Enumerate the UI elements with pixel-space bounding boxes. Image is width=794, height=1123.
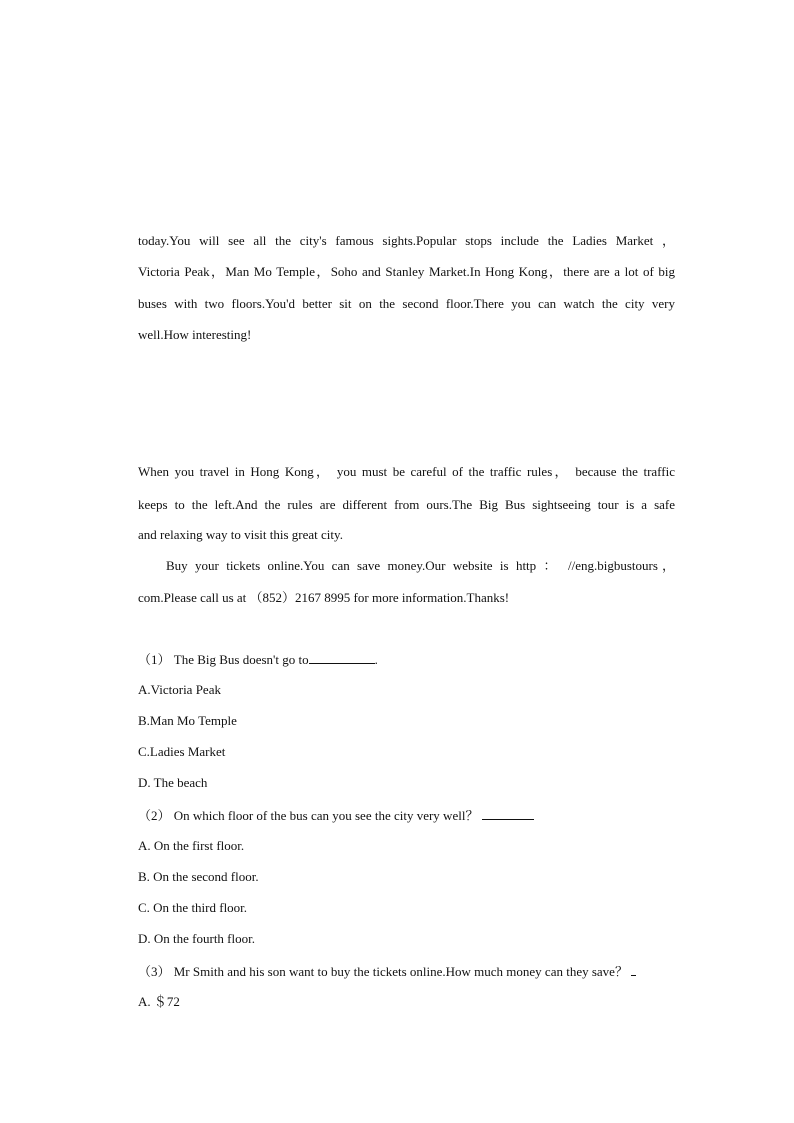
passage-line: Buy your tickets online.You can save money.Our website is http ： //eng.bigbustours， — [166, 558, 675, 573]
answer-option[interactable]: D. The beach — [138, 775, 208, 790]
question-text: （3） Mr Smith and his son want to buy the tickets online.How much money can they save？ — [138, 964, 632, 979]
answer-option[interactable]: C.Ladies Market — [138, 744, 226, 759]
answer-option[interactable]: A. On the first floor. — [138, 838, 245, 853]
answer-option[interactable]: B. On the second floor. — [138, 869, 259, 884]
answer-blank — [309, 651, 375, 664]
question-stem — [138, 963, 675, 980]
passage-line: buses with two floors.You'd better sit on the second floor.There you can watch the city very — [138, 296, 675, 311]
question-end: . — [374, 652, 378, 667]
passage-line: Victoria Peak，Man Mo Temple，Soho and Stanley Market.In Hong Kong，there are a lot of big — [138, 264, 675, 279]
answer-option[interactable]: C. On the third floor. — [138, 900, 248, 915]
passage-line: well.How interesting! — [138, 327, 252, 342]
answer-option[interactable]: A. ＄72 — [138, 994, 180, 1009]
passage-line: and relaxing way to visit this great city. — [138, 527, 343, 542]
passage-line: com.Please call us at （852）2167 8995 for more information.Thanks! — [138, 590, 510, 605]
question-text: （1） The Big Bus doesn't go to — [138, 652, 309, 667]
answer-option[interactable]: B.Man Mo Temple — [138, 713, 237, 728]
question-text: （2） On which floor of the bus can you see the city very well？ — [138, 808, 482, 823]
passage-line: keeps to the left.And the rules are different from ours.The Big Bus sightseeing tour is a safe — [138, 497, 675, 512]
question-stem — [138, 807, 675, 824]
passage-line: When you travel in Hong Kong， you must be careful of the traffic rules， because the traffic — [138, 464, 675, 479]
answer-blank — [482, 807, 534, 820]
answer-option[interactable]: A.Victoria Peak — [138, 682, 221, 697]
passage-line: today.You will see all the city's famous sights.Popular stops include the Ladies Market ， — [138, 233, 675, 248]
answer-option[interactable]: D. On the fourth floor. — [138, 931, 255, 946]
answer-blank — [631, 963, 636, 976]
question-stem — [138, 651, 675, 668]
